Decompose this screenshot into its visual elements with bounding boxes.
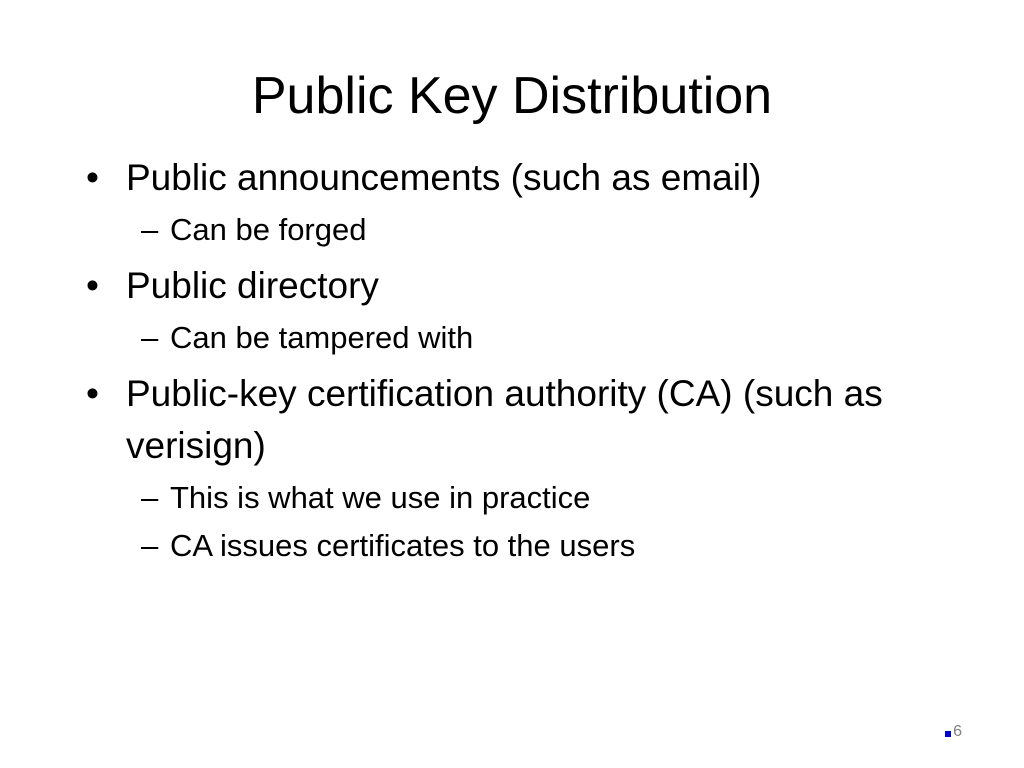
sub-bullet-item bbox=[86, 316, 986, 360]
bullet-text: Public-key certification authority (CA) (such as verisign) bbox=[126, 373, 883, 466]
sub-bullet-text: Can be tampered with bbox=[170, 320, 474, 355]
bullet-icon: • bbox=[86, 265, 99, 306]
sub-bullet-item bbox=[86, 476, 986, 520]
dash-icon: – bbox=[141, 320, 159, 355]
slide-body bbox=[86, 152, 986, 568]
bullet-item bbox=[86, 368, 986, 472]
dash-icon: – bbox=[141, 528, 159, 563]
bullet-item bbox=[86, 152, 986, 204]
slide-number bbox=[945, 722, 962, 742]
sub-bullet-item bbox=[86, 208, 986, 252]
sub-bullet-text: CA issues certificates to the users bbox=[170, 528, 636, 563]
sub-bullet-text: Can be forged bbox=[170, 212, 367, 247]
page-marker-icon bbox=[945, 731, 951, 737]
bullet-icon: • bbox=[86, 373, 99, 414]
bullet-text: Public directory bbox=[126, 265, 379, 306]
dash-icon: – bbox=[141, 212, 159, 247]
dash-icon: – bbox=[141, 480, 159, 515]
bullet-icon: • bbox=[86, 157, 99, 198]
bullet-item bbox=[86, 260, 986, 312]
sub-bullet-item bbox=[86, 524, 986, 568]
page-number-text: 6 bbox=[953, 723, 962, 740]
slide-title: Public Key Distribution bbox=[251, 67, 773, 125]
sub-bullet-text: This is what we use in practice bbox=[170, 480, 591, 515]
bullet-text: Public announcements (such as email) bbox=[126, 157, 762, 198]
